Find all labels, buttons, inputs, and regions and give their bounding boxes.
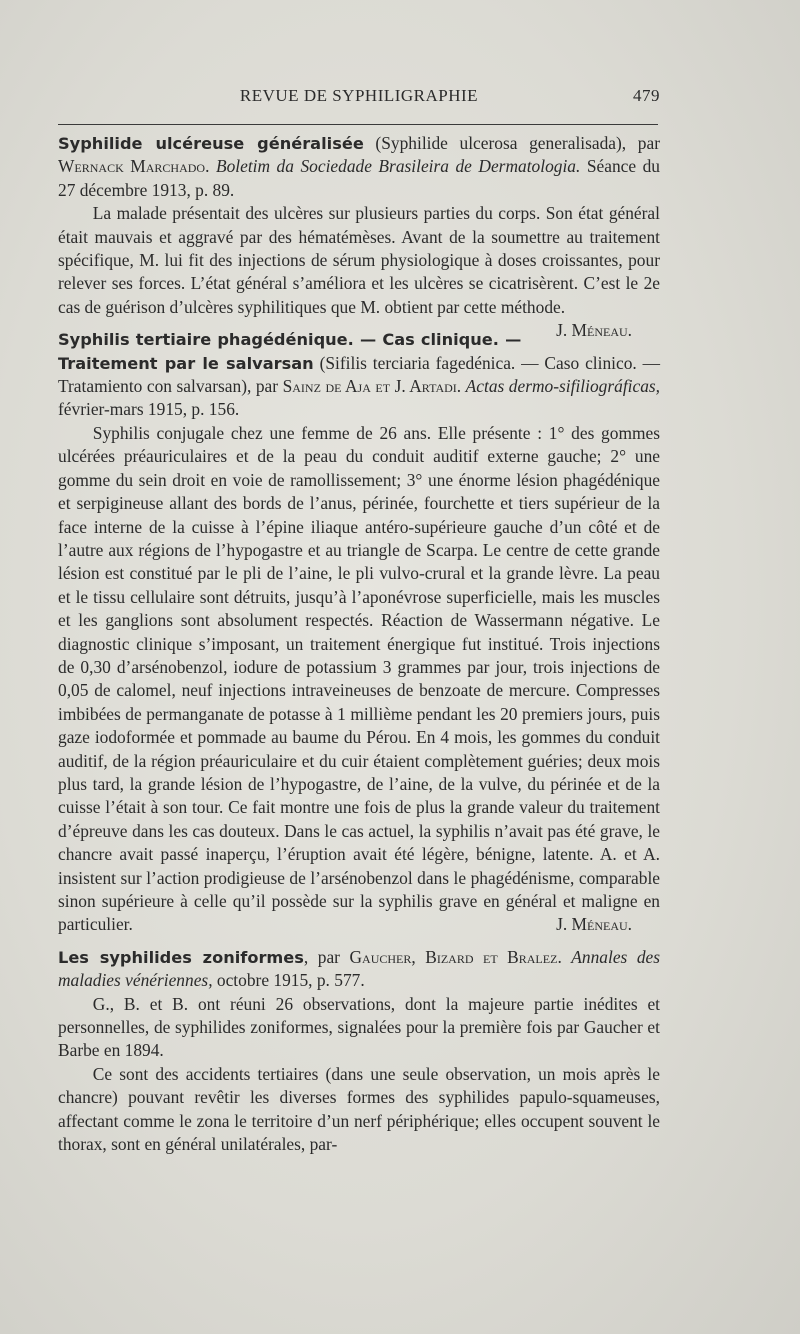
article-1-ref-pre: (Syphilide ulcerosa generalisada), par xyxy=(363,133,660,153)
article-1-signature: J. Méneau. xyxy=(556,320,632,341)
article-2-author: Sainz de Aja et J. Artadi xyxy=(282,376,457,397)
article-1-author: Wernack Marchado xyxy=(58,156,206,177)
article-1-journal: Boletim da Sociedade Brasileira de Dermatologia. xyxy=(215,156,581,177)
article-2-signature: J. Méneau. xyxy=(556,914,632,935)
article-3-ref-post: octobre 1915, p. 577. xyxy=(212,970,365,991)
article-1-title: Syphilide ulcéreuse généralisée xyxy=(58,134,364,153)
article-2-title: Syphilis tertiaire phagédénique. — Cas clinique. — Traitement par le salvarsan xyxy=(58,330,522,373)
article-2-journal: Actas dermo-sifiliográficas, xyxy=(465,376,661,397)
article-1-body xyxy=(58,202,660,341)
article-2-ref-pre: (Sifilis terciaria fagedénica. — Caso clinico. — Tratamiento con salvarsan), par xyxy=(58,352,660,397)
article-1-body-text: La malade présentait des ulcères sur plusieurs parties du corps. Son état général était mauvais et aggravé par des hématémèses. Avant de la soumettre au traitement spécifique, M. lui fit des injections de sérum physiologique à doses croissantes, pour relever ses forces. L’état général s’améliora et les ulcères se cicatrisèrent. C’est le 2e cas de guérison d’ulcères syphilitiques que M. obtient par cette méthode. xyxy=(58,203,660,317)
article-2-ref-post: février-mars 1915, p. 156. xyxy=(58,399,240,420)
article-2-body-text: Syphilis conjugale chez une femme de 26 ans. Elle présente : 1° des gommes ulcérées préauriculaires et de la peau du conduit auditif externe gauche; 2° une gomme du sein droit en voie de ramollissement; 3° une énorme lésion phagédénique et serpigineuse allant des bords de l’anus, périnée, fourchette et tiers supérieur de la face interne de la cuisse à l’épine iliaque antéro-supérieure gauche d’un côté et de l’autre aux régions de l’hypogastre et au triangle de Scarpa. Le centre de cette grande lésion est constitué par le pli de l’aine, le pli vulvo-crural et la grande lèvre. La peau et le tissu cellulaire sont détruits, jusqu’à l’aponévrose superficielle, mais les muscles et les ganglions sont absolument respectés. Réaction de Wassermann négative. Le diagnostic clinique s’imposant, un traitement énergique fut institué. Trois injections de 0,30 d’arsénobenzol, iodure de potassium 3 grammes par jour, trois injections de 0,05 de calomel, neuf injections intraveineuses de benzoate de mercure. Compresses imbibées de permanganate de potasse à 1 millième pendant les 20 premiers jours, puis gaze iodoformée et pommade au baume du Pérou. En 4 mois, les gommes du conduit auditif, de la région préauriculaire et du cuir étaient complètement guéries; deux mois plus tard, la grande lésion de l’hypogastre, de l’aine, de la vulve, du périnée et de la cuisse l’était à son tour. Ce fait montre une fois de plus la grande valeur du traitement d’épreuve dans les cas douteux. Dans le cas actuel, la syphilis n’avait pas été grave, le chancre avait passé inaperçu, l’éruption avait été légère, bénigne, latente. A. et A. insistent sur l’action prodigieuse de l’arsénobenzol dans le phagédénisme, comparable sinon supérieure à celle qu’il possède sur la syphilis grave en général et maligne en particulier. xyxy=(58,422,660,935)
article-3-journal: Annales des maladies vénériennes, xyxy=(58,946,661,991)
article-3-author: Gaucher, Bizard et Bralez xyxy=(349,946,558,967)
header-rule xyxy=(58,124,658,125)
article-3-ref-pre: , par xyxy=(303,946,350,967)
running-header xyxy=(58,86,660,110)
article-3-body-paragraph-2: Ce sont des accidents tertiaires (dans une seule observation, un mois après le chancre) pouvant revêtir les diverses formes des syphilides papulo-squameuses, affectant comme le zona le territoire d’un nerf périphérique; elles occupent souvent le thorax, sont en général unilatérales, par- xyxy=(58,1063,660,1155)
article-1-reference xyxy=(58,132,660,202)
article-3-title: Les syphilides zoniformes xyxy=(58,947,304,967)
article-1-ref-mid: . xyxy=(205,156,216,177)
article-3-reference xyxy=(58,946,660,993)
article-3-ref-mid: . xyxy=(557,946,572,967)
article-2-body xyxy=(58,422,660,937)
running-title: REVUE DE SYPHILIGRAPHIE xyxy=(239,86,479,105)
page-number: 479 xyxy=(633,86,660,105)
page-body xyxy=(58,132,660,1156)
article-1-ref-post: Séance du 27 décembre 1913, p. 89. xyxy=(58,156,661,200)
article-2-ref-mid: . xyxy=(456,376,466,397)
article-3-body-paragraph-1: G., B. et B. ont réuni 26 observations, dont la majeure partie inédites et personnelles, de syphilides zoniformes, signalées pour la première fois par Gaucher et Barbe en 1894. xyxy=(58,993,660,1061)
